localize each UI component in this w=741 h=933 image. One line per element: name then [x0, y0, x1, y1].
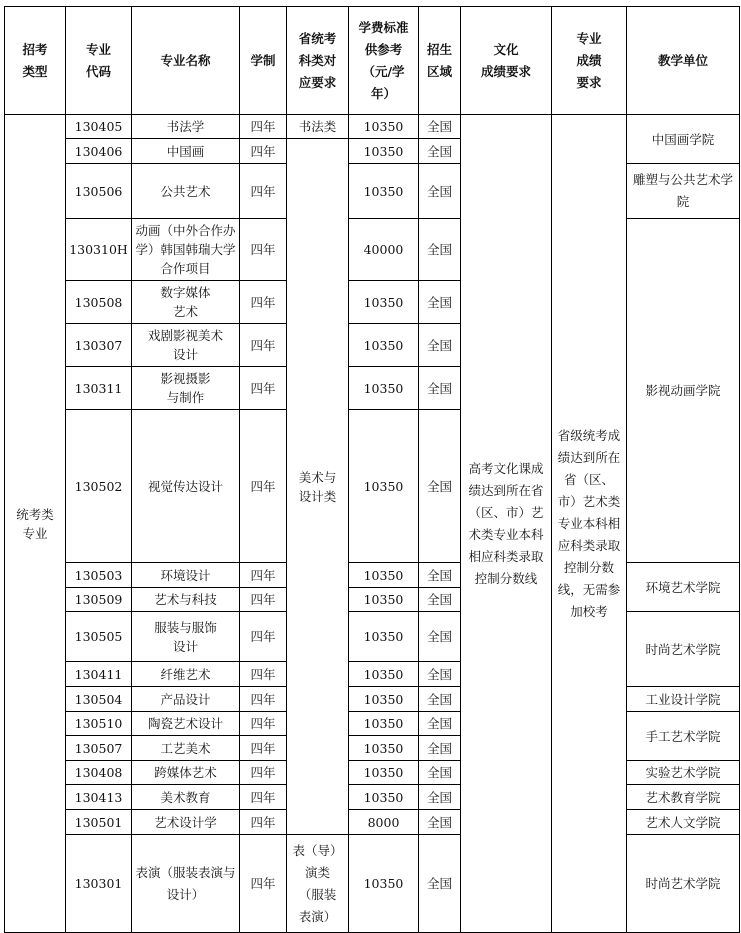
- tuition-fee: 10350: [349, 687, 419, 712]
- major-name: 纤维艺术: [132, 662, 240, 687]
- header-culture-req: 文化 成绩要求: [461, 7, 552, 115]
- major-name: 数字媒体 艺术: [132, 281, 240, 324]
- duration: 四年: [240, 219, 287, 281]
- duration: 四年: [240, 761, 287, 785]
- major-name: 陶瓷艺术设计: [132, 712, 240, 736]
- major-name: 戏剧影视美术 设计: [132, 324, 240, 367]
- tuition-fee: 10350: [349, 736, 419, 761]
- header-code: 专业 代码: [66, 7, 132, 115]
- tuition-fee: 40000: [349, 219, 419, 281]
- teaching-unit: 艺术人文学院: [627, 810, 740, 835]
- teaching-unit: 时尚艺术学院: [627, 612, 740, 687]
- culture-requirement: 高考文化课成绩达到所在省（区、市）艺术类专业本科相应科类录取控制分数线: [461, 115, 552, 933]
- duration: 四年: [240, 588, 287, 612]
- teaching-unit: 工业设计学院: [627, 687, 740, 712]
- major-name: 中国画: [132, 139, 240, 164]
- header-region: 招生 区域: [419, 7, 461, 115]
- major-name: 影视摄影 与制作: [132, 367, 240, 410]
- major-name: 表演（服装表演与设计）: [132, 835, 240, 933]
- duration: 四年: [240, 712, 287, 736]
- tuition-fee: 10350: [349, 612, 419, 662]
- duration: 四年: [240, 810, 287, 835]
- province-requirement: 书法类: [287, 115, 349, 139]
- major-name: 美术教育: [132, 785, 240, 810]
- tuition-fee: 10350: [349, 410, 419, 563]
- table-row: [5, 810, 740, 835]
- tuition-fee: 10350: [349, 115, 419, 139]
- header-major-req: 专业 成绩 要求: [552, 7, 627, 115]
- duration: 四年: [240, 410, 287, 563]
- table-row: [5, 115, 740, 139]
- duration: 四年: [240, 281, 287, 324]
- table-row: [5, 835, 740, 933]
- tuition-fee: 10350: [349, 712, 419, 736]
- table-row: [5, 712, 740, 736]
- enrollment-region: 全国: [419, 367, 461, 410]
- major-code: 130413: [66, 785, 132, 810]
- major-code: 130301: [66, 835, 132, 933]
- major-name: 环境设计: [132, 563, 240, 588]
- teaching-unit: 实验艺术学院: [627, 761, 740, 785]
- enrollment-region: 全国: [419, 736, 461, 761]
- major-code: 130508: [66, 281, 132, 324]
- header-fee: 学费标准 供参考 （元/学 年）: [349, 7, 419, 115]
- major-name: 跨媒体艺术: [132, 761, 240, 785]
- tuition-fee: 10350: [349, 785, 419, 810]
- duration: 四年: [240, 785, 287, 810]
- enrollment-region: 全国: [419, 712, 461, 736]
- tuition-fee: 10350: [349, 324, 419, 367]
- enrollment-region: 全国: [419, 563, 461, 588]
- duration: 四年: [240, 115, 287, 139]
- table-row: [5, 785, 740, 810]
- header-unit: 教学单位: [627, 7, 740, 115]
- enrollment-region: 全国: [419, 164, 461, 219]
- table-row: [5, 687, 740, 712]
- tuition-fee: 10350: [349, 164, 419, 219]
- major-code: 130510: [66, 712, 132, 736]
- duration: 四年: [240, 835, 287, 933]
- major-code: 130509: [66, 588, 132, 612]
- major-name: 产品设计: [132, 687, 240, 712]
- enrollment-region: 全国: [419, 612, 461, 662]
- duration: 四年: [240, 687, 287, 712]
- enrollment-region: 全国: [419, 219, 461, 281]
- teaching-unit: 中国画学院: [627, 115, 740, 164]
- major-code: 130310H: [66, 219, 132, 281]
- major-code: 130411: [66, 662, 132, 687]
- tuition-fee: 10350: [349, 281, 419, 324]
- major-code: 130311: [66, 367, 132, 410]
- duration: 四年: [240, 324, 287, 367]
- teaching-unit: 时尚艺术学院: [627, 835, 740, 933]
- table-row: [5, 761, 740, 785]
- duration: 四年: [240, 139, 287, 164]
- tuition-fee: 10350: [349, 367, 419, 410]
- major-name: 动画（中外合作办学）韩国韩瑞大学合作项目: [132, 219, 240, 281]
- table-row: [5, 164, 740, 219]
- admission-type: 统考类 专业: [5, 115, 66, 933]
- major-name: 书法学: [132, 115, 240, 139]
- duration: 四年: [240, 367, 287, 410]
- teaching-unit: 影视动画学院: [627, 219, 740, 563]
- header-name: 专业名称: [132, 7, 240, 115]
- duration: 四年: [240, 662, 287, 687]
- major-name: 艺术设计学: [132, 810, 240, 835]
- duration: 四年: [240, 563, 287, 588]
- tuition-fee: 8000: [349, 810, 419, 835]
- duration: 四年: [240, 612, 287, 662]
- enrollment-region: 全国: [419, 810, 461, 835]
- major-name: 公共艺术: [132, 164, 240, 219]
- enrollment-region: 全国: [419, 281, 461, 324]
- enrollment-region: 全国: [419, 761, 461, 785]
- enrollment-region: 全国: [419, 588, 461, 612]
- duration: 四年: [240, 164, 287, 219]
- major-name: 视觉传达设计: [132, 410, 240, 563]
- major-code: 130406: [66, 139, 132, 164]
- header-type: 招考 类型: [5, 7, 66, 115]
- tuition-fee: 10350: [349, 563, 419, 588]
- major-name: 服装与服饰 设计: [132, 612, 240, 662]
- tuition-fee: 10350: [349, 588, 419, 612]
- major-name: 工艺美术: [132, 736, 240, 761]
- enrollment-region: 全国: [419, 662, 461, 687]
- tuition-fee: 10350: [349, 761, 419, 785]
- major-name: 艺术与科技: [132, 588, 240, 612]
- tuition-fee: 10350: [349, 662, 419, 687]
- admission-table: [4, 6, 740, 933]
- teaching-unit: 艺术教育学院: [627, 785, 740, 810]
- enrollment-region: 全国: [419, 324, 461, 367]
- province-requirement: 美术与 设计类: [287, 139, 349, 835]
- major-code: 130307: [66, 324, 132, 367]
- header-province-req: 省统考 科类对 应要求: [287, 7, 349, 115]
- enrollment-region: 全国: [419, 687, 461, 712]
- enrollment-region: 全国: [419, 785, 461, 810]
- major-code: 130505: [66, 612, 132, 662]
- major-code: 130504: [66, 687, 132, 712]
- tuition-fee: 10350: [349, 835, 419, 933]
- teaching-unit: 手工艺术学院: [627, 712, 740, 761]
- major-code: 130501: [66, 810, 132, 835]
- major-code: 130506: [66, 164, 132, 219]
- table-row: [5, 563, 740, 588]
- major-requirement: 省级统考成绩达到所在省（区、市）艺术类专业本科相应科类录取控制分数线，无需参加校考: [552, 115, 627, 933]
- duration: 四年: [240, 736, 287, 761]
- major-code: 130405: [66, 115, 132, 139]
- enrollment-region: 全国: [419, 115, 461, 139]
- tuition-fee: 10350: [349, 139, 419, 164]
- teaching-unit: 环境艺术学院: [627, 563, 740, 612]
- major-code: 130503: [66, 563, 132, 588]
- enrollment-region: 全国: [419, 835, 461, 933]
- major-code: 130408: [66, 761, 132, 785]
- major-code: 130502: [66, 410, 132, 563]
- table-row: [5, 612, 740, 662]
- teaching-unit: 雕塑与公共艺术学院: [627, 164, 740, 219]
- major-code: 130507: [66, 736, 132, 761]
- enrollment-region: 全国: [419, 139, 461, 164]
- table-row: [5, 219, 740, 281]
- enrollment-region: 全国: [419, 410, 461, 563]
- header-duration: 学制: [240, 7, 287, 115]
- province-requirement: 表（导） 演类 （服装 表演）: [287, 835, 349, 933]
- header-row: [5, 7, 740, 115]
